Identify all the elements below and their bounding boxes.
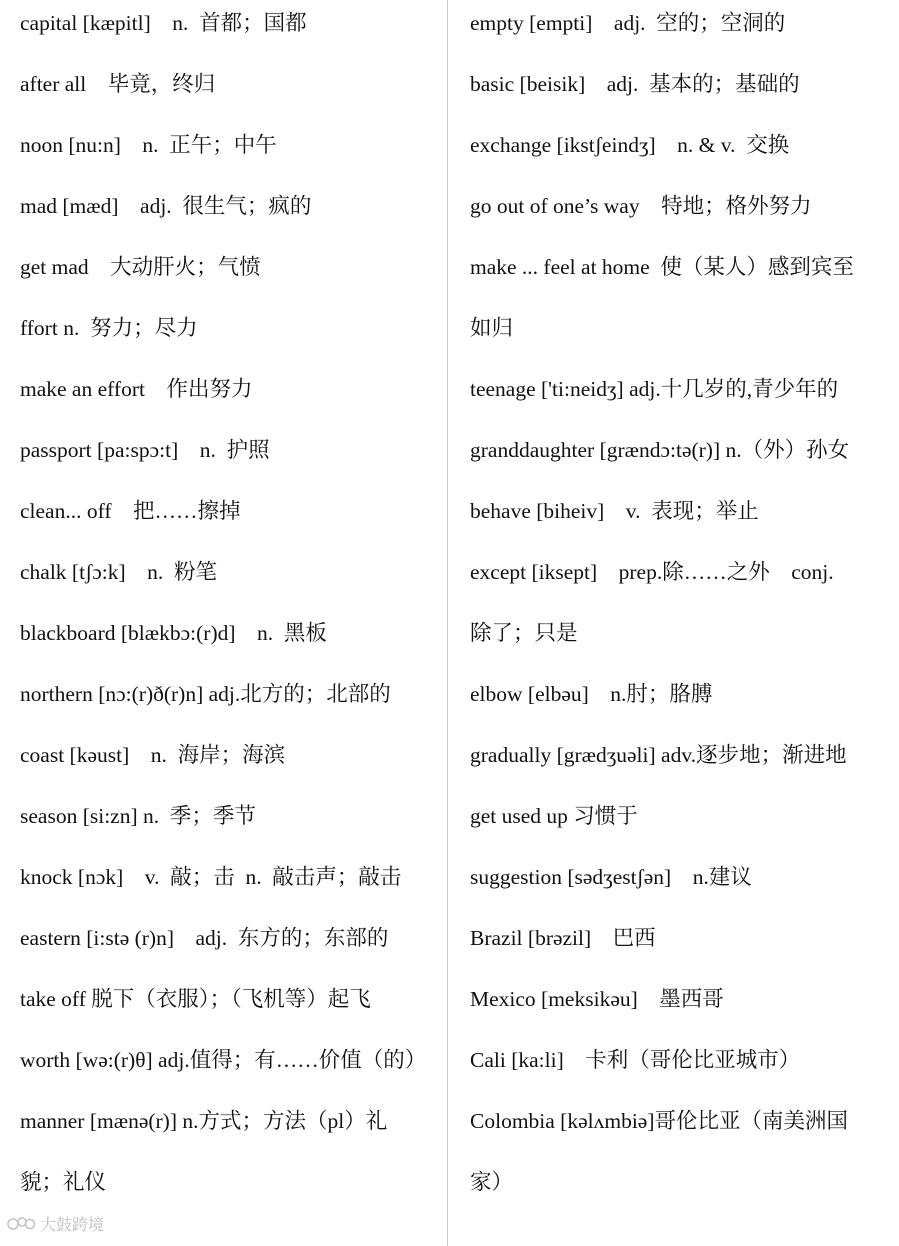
- vocab-entry: mad [mæd] adj. 很生气；疯的: [20, 194, 312, 218]
- vocab-entry: empty [empti] adj. 空的；空洞的: [470, 11, 786, 35]
- watermark: [6, 1212, 104, 1235]
- vocab-entry-continuation: 家）: [470, 1170, 514, 1194]
- vocab-entry: blackboard [blækbɔ:(r)d] n. 黑板: [20, 621, 327, 645]
- watermark-text: 大鼓跨境: [40, 1215, 105, 1234]
- vocab-entry: after all 毕竟，终归: [20, 72, 216, 96]
- vocab-entry: get used up 习惯于: [470, 804, 638, 828]
- watermark-logo-icon: [6, 1214, 36, 1234]
- vocab-entry: suggestion [sədʒestʃən] n.建议: [470, 865, 752, 889]
- vocab-entry: make an effort 作出努力: [20, 377, 253, 401]
- vocab-entry: Mexico [meksikəu] 墨西哥: [470, 987, 724, 1011]
- vocab-entry: ffort n. 努力；尽力: [20, 316, 198, 340]
- vocab-entry: manner [mænə(r)] n.方式；方法（pl）礼: [20, 1109, 388, 1133]
- vocab-entry: basic [beisik] adj. 基本的；基础的: [470, 72, 800, 96]
- vocab-entry: Cali [ka:li] 卡利（哥伦比亚城市）: [470, 1048, 801, 1072]
- vocab-entry: northern [nɔ:(r)ð(r)n] adj.北方的；北部的: [20, 682, 391, 706]
- vocab-entry: granddaughter [grændɔ:tə(r)] n.（外）孙女: [470, 438, 850, 462]
- vocab-entry: chalk [tʃɔ:k] n. 粉笔: [20, 560, 218, 584]
- vocab-entry: behave [biheiv] v. 表现；举止: [470, 499, 759, 523]
- vocab-entry: get mad 大动肝火；气愤: [20, 255, 261, 279]
- vocab-entry: Brazil [brəzil] 巴西: [470, 926, 656, 950]
- vocab-entry: noon [nu:n] n. 正午；中午: [20, 133, 277, 157]
- vocab-entry-continuation: 如归: [470, 316, 514, 340]
- vocab-entry: gradually [grædʒuəli] adv.逐步地；渐进地: [470, 743, 847, 767]
- vocab-entry: Colombia [kəlʌmbiə]哥伦比亚（南美洲国: [470, 1109, 849, 1133]
- vocab-entry-continuation: 貌；礼仪: [20, 1170, 107, 1194]
- vocab-entry: teenage ['ti:neidʒ] adj.十几岁的,青少年的: [470, 377, 839, 401]
- vocab-entry: season [si:zn] n. 季；季节: [20, 804, 256, 828]
- column-divider: [447, 0, 448, 1246]
- vocab-entry: coast [kəust] n. 海岸；海滨: [20, 743, 286, 767]
- vocab-entry-continuation: 除了；只是: [470, 621, 578, 645]
- vocab-entry: eastern [i:stə (r)n] adj. 东方的；东部的: [20, 926, 389, 950]
- vocab-entry: passport [pa:spɔ:t] n. 护照: [20, 438, 270, 462]
- vocab-entry: except [iksept] prep.除……之外 conj.: [470, 560, 834, 584]
- vocab-entry: clean... off 把……擦掉: [20, 499, 241, 523]
- vocab-entry: go out of one’s way 特地；格外努力: [470, 194, 812, 218]
- vocab-entry: make ... feel at home 使（某人）感到宾至: [470, 255, 854, 279]
- vocab-entry: knock [nɔk] v. 敲；击 n. 敲击声；敲击: [20, 865, 402, 889]
- vocab-entry: take off 脱下（衣服）；（飞机等）起飞: [20, 987, 371, 1011]
- vocab-entry: capital [kæpitl] n. 首都；国都: [20, 11, 307, 35]
- vocab-entry: worth [wə:(r)θ] adj.值得；有……价值（的）: [20, 1048, 427, 1072]
- vocab-entry: elbow [elbəu] n.肘；胳膊: [470, 682, 713, 706]
- vocab-entry: exchange [ikstʃeindʒ] n. & v. 交换: [470, 133, 790, 157]
